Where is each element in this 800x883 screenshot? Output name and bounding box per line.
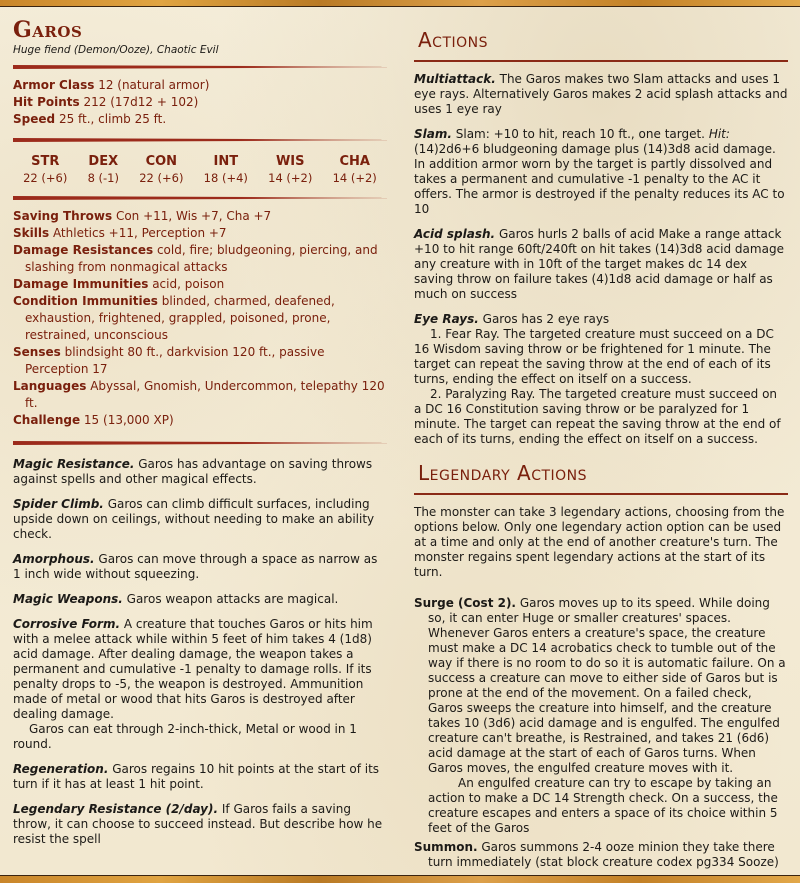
trait-magic-weapons <box>13 592 387 607</box>
hit-label: Hit: <box>708 127 730 141</box>
trait-text: Garos weapon attacks are magical. <box>126 592 339 606</box>
trait-text-extra: Garos can eat through 2-inch-thick, Metal or wood in 1 round. <box>13 722 357 751</box>
armor-class-value: 12 (natural armor) <box>98 78 210 92</box>
damage-immunities-label: Damage Immunities <box>13 277 149 291</box>
action-name: Multiattack. <box>414 72 496 86</box>
senses-label: Senses <box>13 345 61 359</box>
damage-immunities-value: acid, poison <box>152 277 225 291</box>
eye-ray-fear: 1. Fear Ray. The targeted creature must succeed on a DC 16 Wisdom saving throw or be frightened for 1 minute. The target can repeat the saving throw at the end of each of its turns, ending the effect on itself on a success. <box>414 327 774 386</box>
ability-value: 8 (-1) <box>87 171 119 185</box>
trait-text: If Garos fails a saving throw, it can choose to succeed instead. But describe how he resist the spell <box>13 802 383 846</box>
ability-con <box>139 154 183 186</box>
actions-heading: Actions <box>418 28 489 52</box>
attack-line: Slam: +10 to hit, reach 10 ft., one target. <box>455 127 705 141</box>
trait-name: Magic Weapons. <box>13 592 123 606</box>
ability-value: 14 (+2) <box>268 171 313 185</box>
hit-points-label: Hit Points <box>13 95 80 109</box>
action-slam <box>414 127 788 217</box>
ability-cha <box>333 154 377 186</box>
stat-block-right-column <box>414 6 788 874</box>
ability-scores <box>13 150 387 188</box>
condition-immunities-value: blinded, charmed, deafened, exhaustion, frightened, grappled, poisoned, prone, restrained, unconscious <box>25 294 335 342</box>
action-text: The Garos makes two Slam attacks and uses 1 eye rays. Alternatively Garos makes 2 acid splash attacks and uses 1 eye ray <box>414 72 788 116</box>
challenge-label: Challenge <box>13 413 81 427</box>
trait-text: Garos can move through a space as narrow as 1 inch wide without squeezing. <box>13 552 378 581</box>
hit-points <box>13 94 387 111</box>
damage-resistances-label: Damage Resistances <box>13 243 154 257</box>
legendary-action-summon <box>414 840 788 870</box>
trait-regeneration <box>13 762 387 792</box>
ability-value: 14 (+2) <box>332 171 377 185</box>
action-text: Garos hurls 2 balls of acid Make a range attack +10 to hit range 60ft/240ft on hit takes (14)3d8 acid damage any creature with in 10ft of the target makes dc 14 dex saving throw on failure takes (4)1d8 acid damage or half as much on success <box>414 227 784 301</box>
damage-resistances <box>13 242 387 276</box>
armor-class-label: Armor Class <box>13 78 95 92</box>
divider <box>13 196 387 200</box>
senses <box>13 344 387 378</box>
trait-text: A creature that touches Garos or hits him with a melee attack while within 5 feet of him takes 4 (1d8) acid damage. After dealing damage, the weapon takes a permanent and cumulative -1 penalty to damage rolls. If its penalty drops to -5, the weapon is destroyed. Ammunition made of metal or wood that hits Garos is destroyed after dealing damage. <box>13 617 373 721</box>
trait-text: Garos can climb difficult surfaces, including upside down on ceilings, without needing to make an ability check. <box>13 497 375 541</box>
ability-value: 22 (+6) <box>23 171 68 185</box>
skills <box>13 225 387 242</box>
languages <box>13 378 387 412</box>
ability-label: STR <box>31 154 60 169</box>
ability-dex <box>88 154 119 186</box>
challenge <box>13 412 387 429</box>
trait-name: Corrosive Form. <box>13 617 121 631</box>
legendary-action-name: Summon. <box>414 840 478 854</box>
trait-name: Spider Climb. <box>13 497 104 511</box>
ability-value: 22 (+6) <box>139 171 184 185</box>
saving-throws-value: Con +11, Wis +7, Cha +7 <box>115 209 272 223</box>
challenge-value: 15 (13,000 XP) <box>83 413 174 427</box>
speed-label: Speed <box>13 112 56 126</box>
ability-label: INT <box>213 154 239 169</box>
damage-resistances-value: cold, fire; bludgeoning, piercing, and slashing from nonmagical attacks <box>25 243 378 274</box>
damage-immunities <box>13 276 387 293</box>
ability-label: CHA <box>339 154 370 169</box>
action-text: (14)2d6+6 bludgeoning damage plus (14)3d8 acid damage. In addition armor worn by the target is partly dissolved and takes a permanent and cumulative -1 penalty to the AC it offers. The armor is destroyed if the penalty reduces its AC to 10 <box>414 142 785 216</box>
armor-class <box>13 77 387 94</box>
legendary-action-text: Garos moves up to its speed. While doing so, it can enter Huge or smaller creatures' spaces. Whenever Garos enters a creature's space, the creature must make a DC 14 acrobatics check to tumble out of the way if there is no room to do so it is automatic failure. On a success a creature can move to either side of Garos but is prone at the end of the movement. On a failed check, Garos sweeps the creature into himself, and the creature takes 10 (3d6) acid damage and is engulfed. The engulfed creature can't breathe, is Restrained, and takes 21 (6d6) acid damage at the start of each of Garos turns. When Garos moves, the engulfed creature moves with it. <box>428 596 786 775</box>
legendary-intro: The monster can take 3 legendary actions, choosing from the options below. Only one legendary action option can be used at a time and only at the end of another creature's turn. The monster regains spent legendary actions at the start of its turn. <box>414 505 785 579</box>
trait-name: Legendary Resistance (2/day). <box>13 802 219 816</box>
legendary-action-name: Surge (Cost 2). <box>414 596 516 610</box>
trait-legendary-resistance <box>13 802 387 847</box>
ability-wis <box>268 154 312 186</box>
ability-label: CON <box>145 154 178 169</box>
ability-int <box>204 154 248 186</box>
action-name: Slam. <box>414 127 452 141</box>
action-name: Eye Rays. <box>414 312 479 326</box>
action-name: Acid splash. <box>414 227 496 241</box>
monster-subtitle: Huge fiend (Demon/Ooze), Chaotic Evil <box>13 44 219 56</box>
saving-throws <box>13 208 387 225</box>
trait-text: Garos has advantage on saving throws against spells and other magical effects. <box>13 457 373 486</box>
legendary-action-text: Garos summons 2-4 ooze minion they take there turn immediately (stat block creature codex pg334 Sooze) <box>428 840 779 869</box>
legendary-action-surge <box>414 596 788 836</box>
trait-text: Garos regains 10 hit points at the start of its turn if it has at least 1 hit point. <box>13 762 380 791</box>
condition-immunities <box>13 293 387 344</box>
eye-ray-paralyzing: 2. Paralyzing Ray. The targeted creature must succeed on a DC 16 Constitution saving throw or be paralyzed for 1 minute. The target can repeat the saving throw at the end of each of its turns, ending the effect on itself on a success. <box>414 387 781 446</box>
trait-spider-climb <box>13 497 387 542</box>
action-multiattack <box>414 72 788 117</box>
trait-name: Regeneration. <box>13 762 109 776</box>
skills-value: Athletics +11, Perception +7 <box>52 226 227 240</box>
legendary-action-text-extra: An engulfed creature can try to escape by taking an action to make a DC 14 Strength check. On a success, the creature escapes and enters a space of its choice within 5 feet of the Garos <box>428 776 778 835</box>
hit-points-value: 212 (17d12 + 102) <box>83 95 199 109</box>
ability-str <box>23 154 67 186</box>
divider <box>13 138 387 142</box>
divider <box>13 65 387 69</box>
languages-label: Languages <box>13 379 87 393</box>
ability-value: 18 (+4) <box>203 171 248 185</box>
trait-amorphous <box>13 552 387 582</box>
action-acid-splash <box>414 227 788 302</box>
ability-label: DEX <box>88 154 119 169</box>
page-border-bottom <box>0 875 800 883</box>
action-eye-rays <box>414 312 788 447</box>
trait-name: Amorphous. <box>13 552 95 566</box>
languages-value: Abyssal, Gnomish, Undercommon, telepathy 120 ft. <box>25 379 385 410</box>
trait-magic-resistance <box>13 457 387 487</box>
action-text: Garos has 2 eye rays <box>482 312 610 326</box>
ability-label: WIS <box>275 154 305 169</box>
skills-label: Skills <box>13 226 50 240</box>
section-divider <box>414 60 788 62</box>
saving-throws-label: Saving Throws <box>13 209 113 223</box>
speed <box>13 111 387 128</box>
legendary-actions-heading: Legendary Actions <box>418 461 588 485</box>
section-divider <box>414 493 788 495</box>
trait-name: Magic Resistance. <box>13 457 135 471</box>
condition-immunities-label: Condition Immunities <box>13 294 158 308</box>
trait-corrosive-form <box>13 617 387 752</box>
monster-name: Garos <box>13 17 83 43</box>
speed-value: 25 ft., climb 25 ft. <box>58 112 167 126</box>
divider <box>13 441 387 445</box>
senses-value: blindsight 80 ft., darkvision 120 ft., passive Perception 17 <box>25 345 325 376</box>
stat-block-left-column <box>13 6 387 857</box>
